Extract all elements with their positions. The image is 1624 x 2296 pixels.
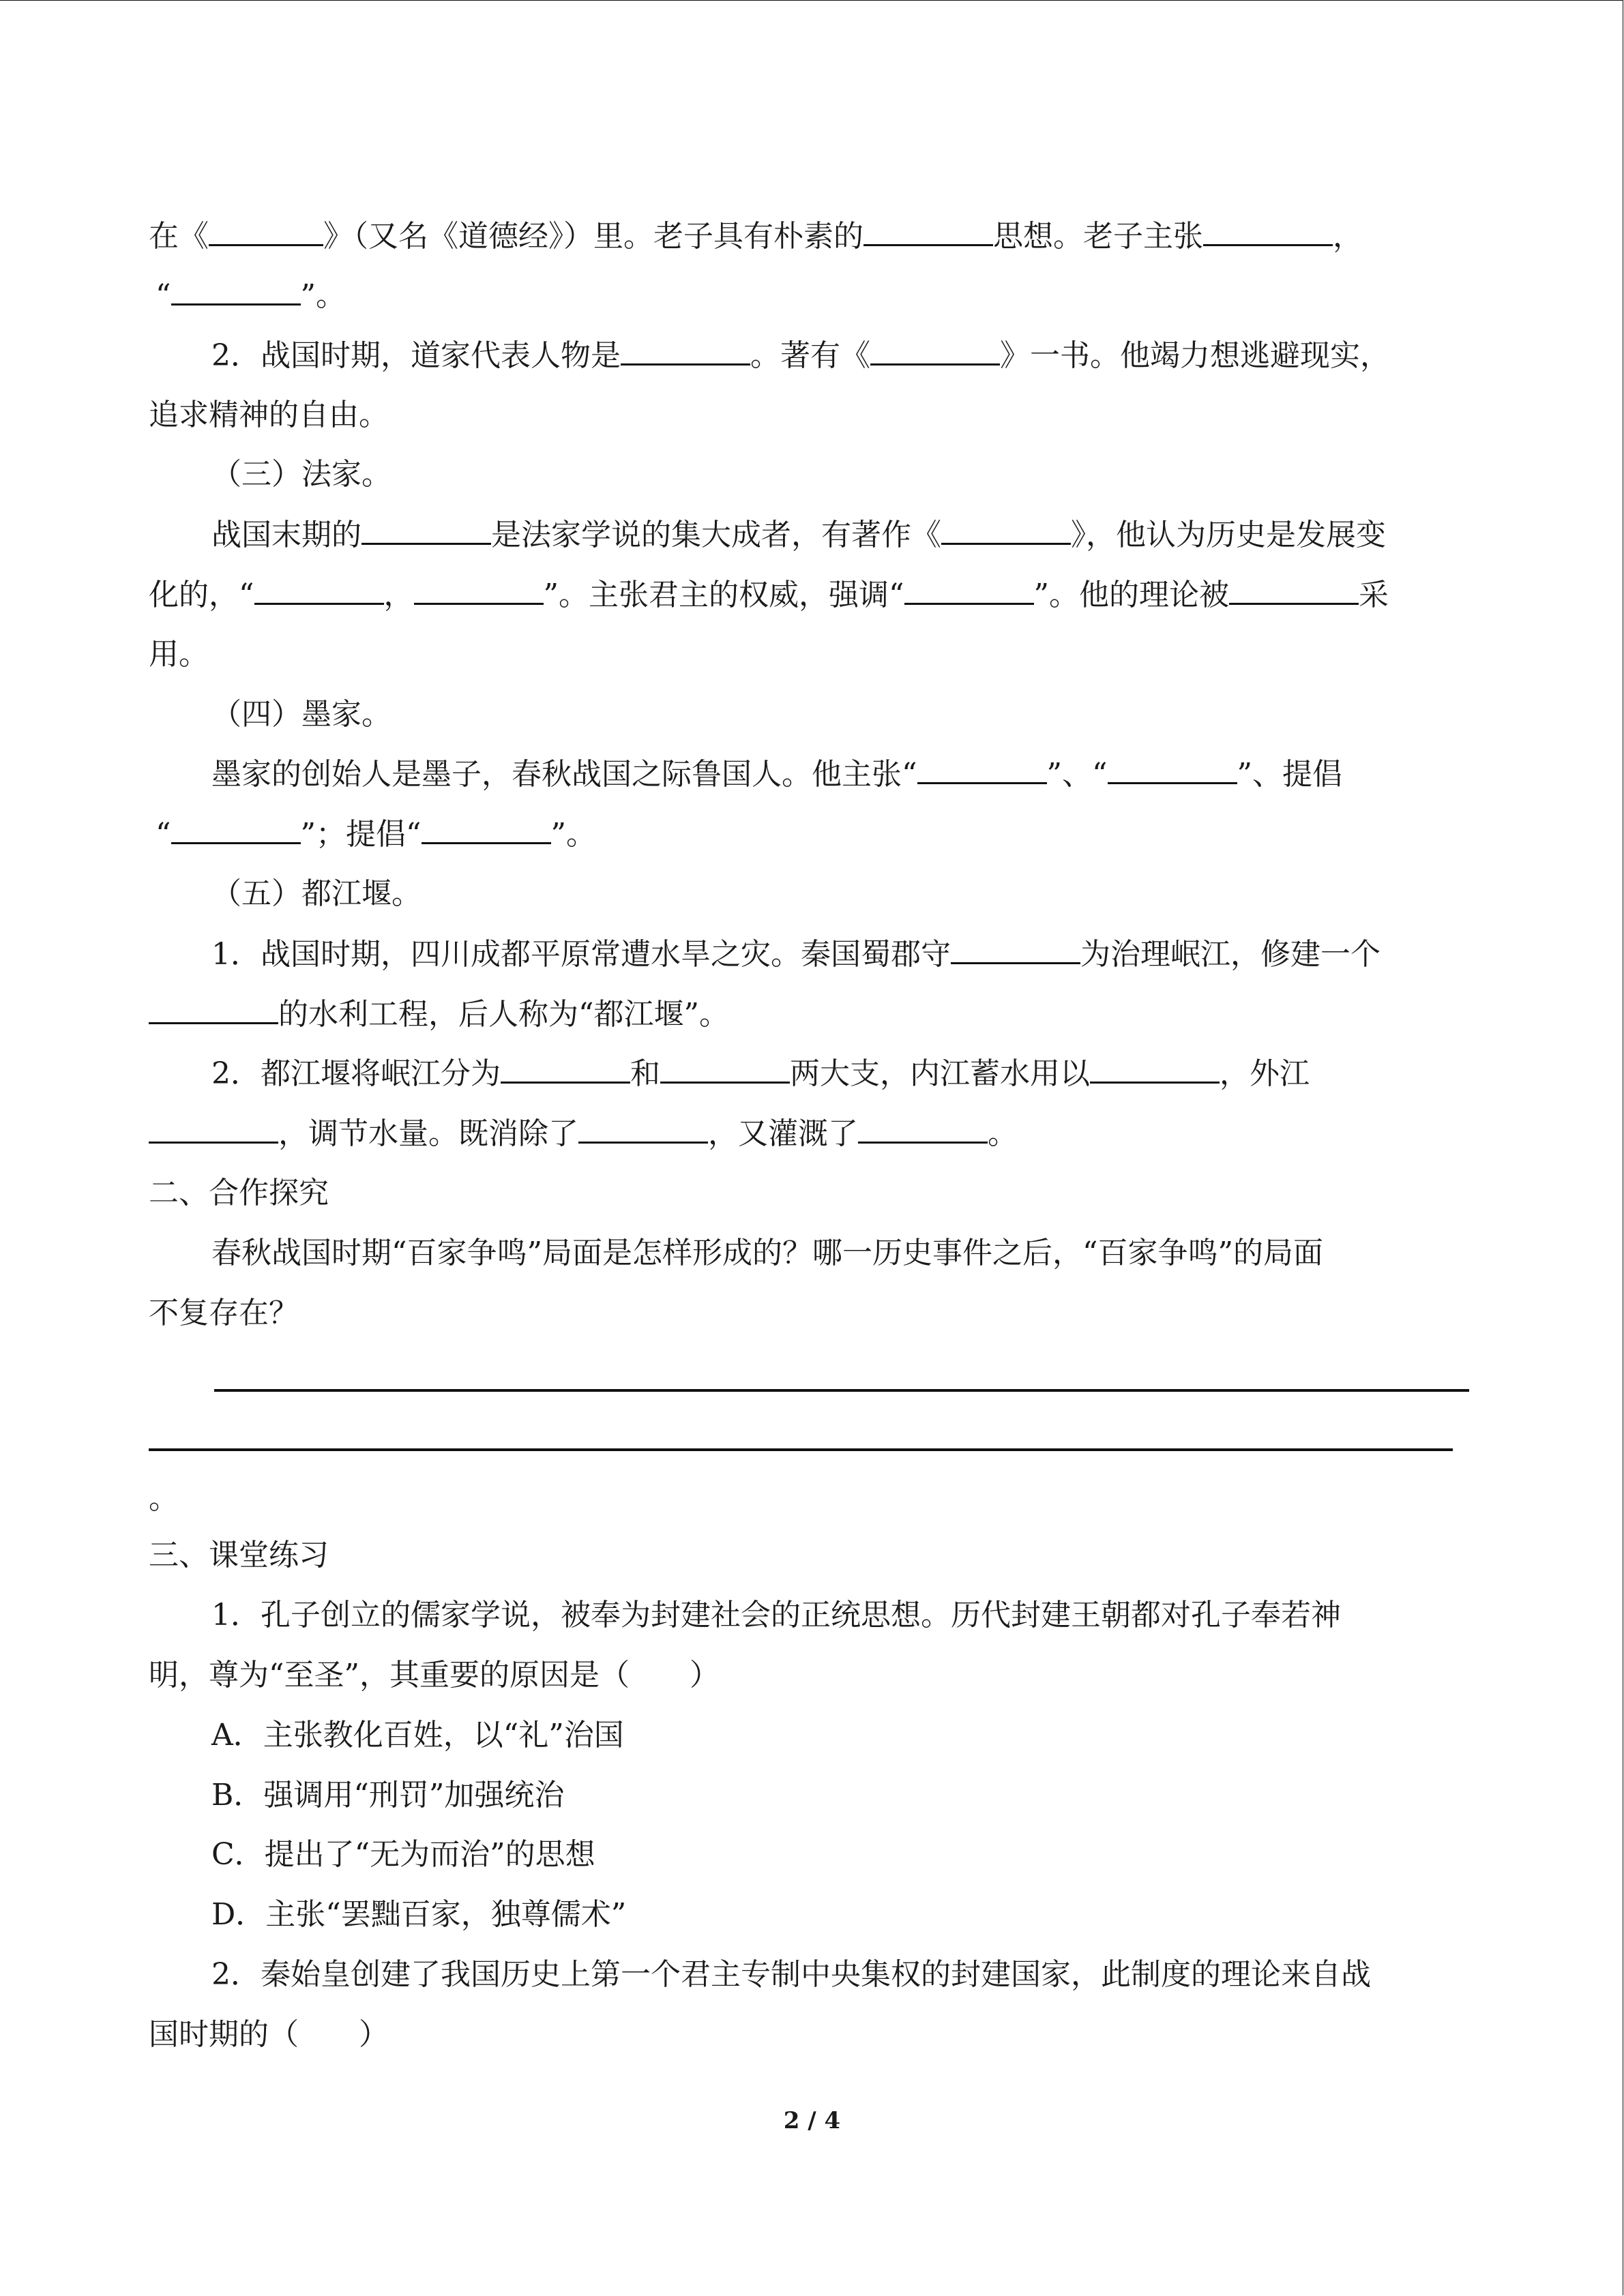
question-text: 1．孔子创立的儒家学说，被奉为封建社会的正统思想。历代封建王朝都对孔子奉若神 <box>211 1598 1341 1632</box>
page-number: 2 / 4 <box>783 2107 841 2134</box>
fill-blank[interactable] <box>660 1054 790 1084</box>
text-line: ，调节水量。既消除了 ，又灌溉了 。 <box>149 1114 1018 1153</box>
fill-blank[interactable] <box>863 217 993 246</box>
section-heading: （三）法家。 <box>211 457 392 492</box>
text-line: 1．战国时期，四川成都平原常遭水旱之灾。秦国蜀郡守 为治理岷江，修建一个 <box>211 935 1381 974</box>
section-heading: （五）都江堰。 <box>211 876 422 911</box>
section-heading: 三、课堂练习 <box>149 1538 329 1572</box>
text-line: “ ”；提倡“ ”。 <box>156 815 596 854</box>
text-line: 春秋战国时期“百家争鸣”局面是怎样形成的？哪一历史事件之后，“百家争鸣”的局面 <box>211 1236 1323 1270</box>
fill-blank[interactable] <box>621 336 750 366</box>
text-line: “ ”。 <box>156 276 346 315</box>
fill-blank[interactable] <box>149 995 278 1024</box>
question-text: 2．秦始皇创建了我国历史上第一个君主专制中央集权的封建国家，此制度的理论来自战 <box>211 1957 1371 1992</box>
question-text: 明，尊为“至圣”，其重要的原因是（ ） <box>149 1658 720 1693</box>
text-line: 墨家的创始人是墨子，春秋战国之际鲁国人。他主张“ ”、“ ”、提倡 <box>211 755 1342 794</box>
question-text: 国时期的（ ） <box>149 2017 389 2052</box>
fill-blank[interactable] <box>951 935 1080 964</box>
text-line: 不复存在？ <box>149 1296 299 1330</box>
fill-blank[interactable] <box>422 815 551 844</box>
fill-blank[interactable] <box>1203 217 1333 246</box>
text-line: 战国末期的 是法家学说的集大成者，有著作《 》，他认为历史是发展变 <box>211 516 1386 554</box>
fill-blank[interactable] <box>858 1114 988 1144</box>
option-c[interactable]: C．提出了“无为而治”的思想 <box>211 1837 595 1872</box>
text-line: 2．都江堰将岷江分为 和 两大支，内江蓄水用以 ，外江 <box>211 1054 1310 1093</box>
fill-blank[interactable] <box>870 336 1000 366</box>
text-line: 。 <box>149 1481 179 1516</box>
fill-blank[interactable] <box>941 516 1071 545</box>
fill-blank[interactable] <box>209 217 323 246</box>
option-a[interactable]: A．主张教化百姓，以“礼”治国 <box>211 1718 624 1753</box>
answer-line[interactable] <box>149 1448 1453 1451</box>
option-d[interactable]: D．主张“罢黜百家，独尊儒术” <box>211 1897 627 1932</box>
fill-blank[interactable] <box>171 276 301 305</box>
fill-blank[interactable] <box>171 815 301 844</box>
fill-blank[interactable] <box>917 755 1047 784</box>
section-heading: 二、合作探究 <box>149 1176 329 1210</box>
fill-blank[interactable] <box>149 1114 278 1144</box>
fill-blank[interactable] <box>1229 576 1359 605</box>
fill-blank[interactable] <box>254 576 384 605</box>
answer-line[interactable] <box>214 1389 1469 1392</box>
text-line: 用。 <box>149 637 209 672</box>
section-heading: （四）墨家。 <box>211 697 392 732</box>
fill-blank[interactable] <box>578 1114 708 1144</box>
option-b[interactable]: B．强调用“刑罚”加强统治 <box>211 1778 565 1813</box>
text-line: 在《 》（又名《道德经》）里。老子具有朴素的 思想。老子主张 ， <box>149 217 1363 256</box>
fill-blank[interactable] <box>414 576 544 605</box>
text-line: 的水利工程，后人称为“都江堰”。 <box>149 995 729 1034</box>
fill-blank[interactable] <box>361 516 491 545</box>
text-line: 2．战国时期，道家代表人物是 。著有《 》一书。他竭力想逃避现实， <box>211 336 1390 375</box>
fill-blank[interactable] <box>1090 1054 1220 1084</box>
fill-blank[interactable] <box>904 576 1034 605</box>
text-line: 化的，“ ， ”。主张君主的权威，强调“ ”。他的理论被 采 <box>149 576 1389 614</box>
text-line: 追求精神的自由。 <box>149 398 389 432</box>
fill-blank[interactable] <box>501 1054 630 1084</box>
fill-blank[interactable] <box>1108 755 1237 784</box>
